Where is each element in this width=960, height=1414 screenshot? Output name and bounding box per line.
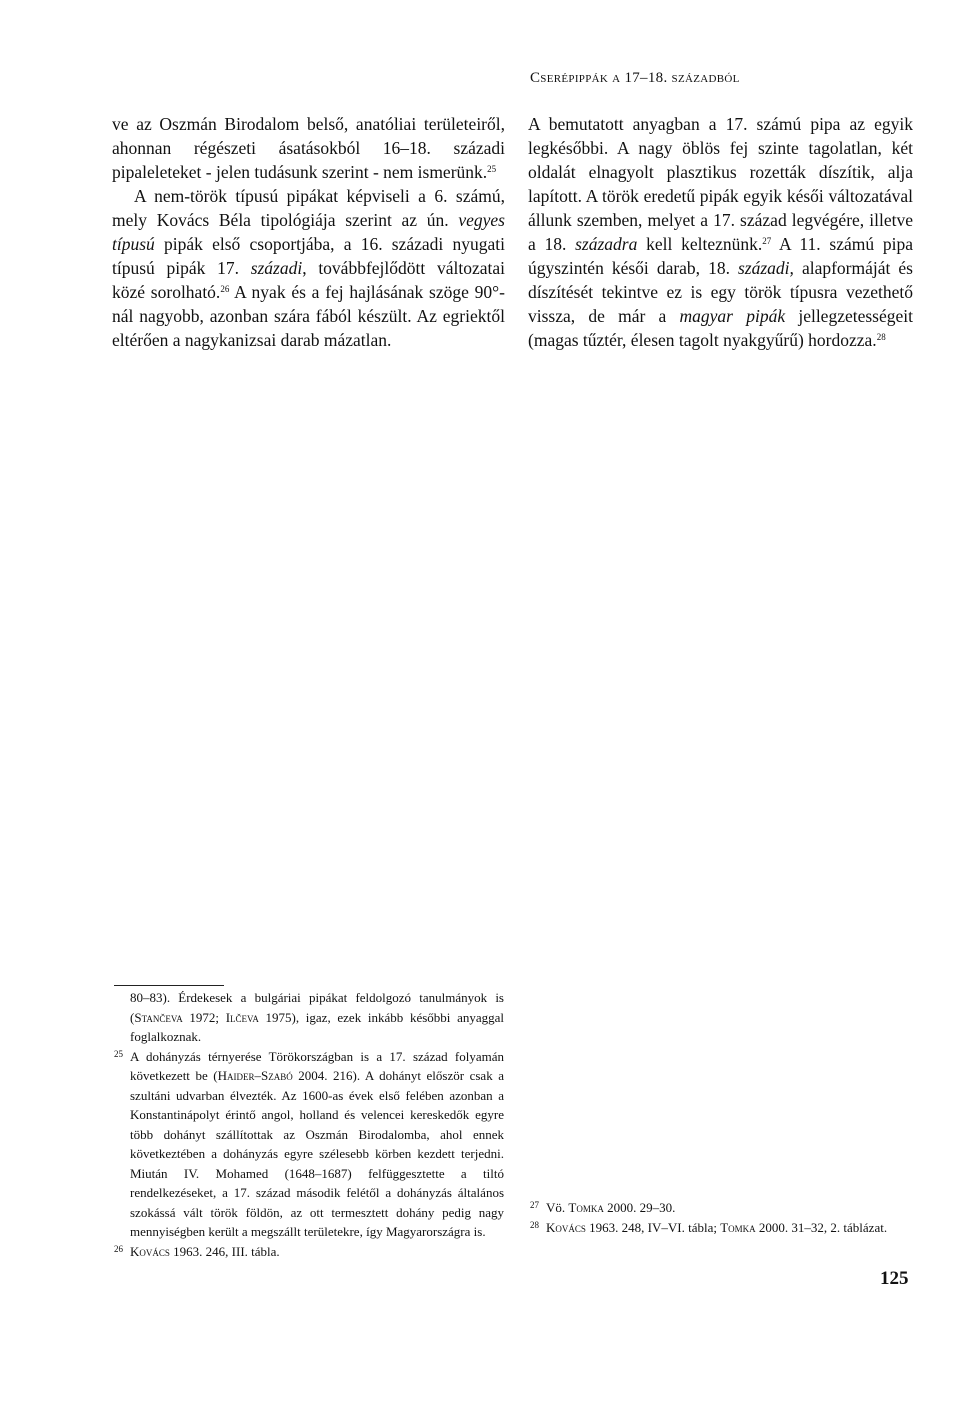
- text: A nem-török típusú pipákat képviseli a 6. számú, mely Kovács Béla tipológiája szerint az ún.: [112, 186, 505, 230]
- italic-text: magyar pipák: [679, 306, 786, 326]
- footnote-ref: 28: [876, 332, 886, 342]
- right-column: [528, 112, 913, 352]
- text: 2004. 216). A dohányt először csak a szultáni udvarban élvezték. Az 1600-as évek első felében azonban a Konstantinápolyt érintő angol, holland és velencei kereskedők egyre több dohányt szállítottak az Oszmán Birodalomba, ahol ennek következtében a dohányzás egyre szélesebb körben kezdett terjedni. Miután IV. Mohamed (1648–1687) felfüggesztette a tiltó rendelkezéseket, a 17. század második felétől a dohányzás általános szokássá vált török földön, az ott termesztett dohány pedig nagy mennyiségben került a megszállt területekre, így Magyarországra is.: [130, 1068, 504, 1239]
- text: jellegzetességeit (magas tűztér, élesen tagolt nyakgyűrű) hordozza.: [528, 306, 913, 350]
- footnote-ref: 27: [762, 236, 772, 246]
- text: A dohányzás térnyerése Törökországban is a 17. század folyamán következett be (: [130, 1048, 504, 1083]
- footnote-28: [528, 1218, 913, 1238]
- footnote-continuation: [112, 988, 504, 1047]
- author-name: Stančeva: [134, 1009, 183, 1025]
- footnote-number: 28: [530, 1219, 539, 1230]
- author-name: Haider–Szabó: [217, 1068, 293, 1083]
- footnote-number: 27: [530, 1200, 539, 1210]
- running-head-title: Cserépippák a 17–18.: [530, 70, 672, 86]
- text: 1963. 248, IV–VI. tábla;: [585, 1219, 721, 1235]
- paragraph: [112, 184, 505, 352]
- text: 1975), igaz, ezek inkább későbbi anyaggal foglalkoznak.: [130, 1009, 504, 1044]
- author-name: Ilčeva: [225, 1009, 259, 1025]
- text: 1972;: [182, 1009, 226, 1025]
- author-name: Tomka: [720, 1219, 756, 1235]
- italic-text: századi,: [738, 258, 794, 278]
- left-column: [112, 112, 505, 352]
- footnote-26: [112, 1242, 504, 1262]
- text: A nyak és a fej hajlásának szöge 90°-nál nagyobb, azonban szára fából készült. Az egriektől eltérően a nagykanizsai darab mázatlan.: [112, 282, 505, 350]
- text: pipák első csoportjába, a 16. századi nyugati típusú pipák 17.: [112, 234, 505, 278]
- running-head: [530, 70, 830, 87]
- footnote-number: 26: [114, 1243, 123, 1254]
- author-name: Tomka: [568, 1200, 604, 1215]
- text: 2000. 31–32, 2. táblázat.: [755, 1219, 888, 1235]
- footnote-25: [112, 1047, 504, 1242]
- footnotes-left: [112, 988, 504, 1261]
- italic-text: századi: [250, 258, 303, 278]
- text: 1963. 246, III. tábla.: [169, 1243, 280, 1259]
- running-head-title-end: századból: [671, 70, 740, 86]
- footnote-ref: 26: [220, 284, 230, 294]
- footnote-27: [528, 1198, 913, 1218]
- footnote-ref: 25: [487, 164, 497, 174]
- author-name: Kovács: [130, 1243, 170, 1259]
- text: 2000. 29–30.: [603, 1200, 676, 1215]
- text: ve az Oszmán Birodalom belső, anatóliai területeiről, ahonnan régészeti ásatásokból 16–18. századi pipaleleteket - jelen tudásunk szerint - nem ismerünk.: [112, 114, 505, 182]
- paragraph: [528, 112, 913, 352]
- text: Vö.: [546, 1200, 569, 1215]
- footnote-rule: [114, 985, 224, 986]
- footnote-number: 25: [114, 1048, 123, 1059]
- text: , továbbfejlődött változatai közé sorolható.: [112, 258, 505, 302]
- text: 80–83). Érdekesek a bulgáriai pipákat feldolgozó tanulmányok is (: [130, 990, 504, 1025]
- italic-text: századra: [575, 234, 638, 254]
- footnotes-right: [528, 1198, 913, 1237]
- italic-text: vegyes típusú: [112, 210, 505, 254]
- text: A bemutatott anyagban a 17. számú pipa az egyik legkésőbbi. A nagy öblös fej szinte tagolatlan, két oldalát elnagyolt plasztikus rozetták díszítik, alja lapított. A török eredetű pipák egyik késői változatával állunk szemben, melyet a 17. század legvégére, illetve a 18.: [528, 114, 913, 254]
- author-name: Kovács: [546, 1219, 586, 1235]
- paragraph: [112, 112, 505, 184]
- text: alapformáját és díszítését tekintve ez is egy török típusra vezethető vissza, de már a: [528, 258, 913, 326]
- text: kell kelteznünk.: [637, 234, 763, 254]
- page-number: 125: [880, 1268, 909, 1289]
- text: A 11. számú pipa úgyszintén késői darab, 18.: [528, 234, 913, 278]
